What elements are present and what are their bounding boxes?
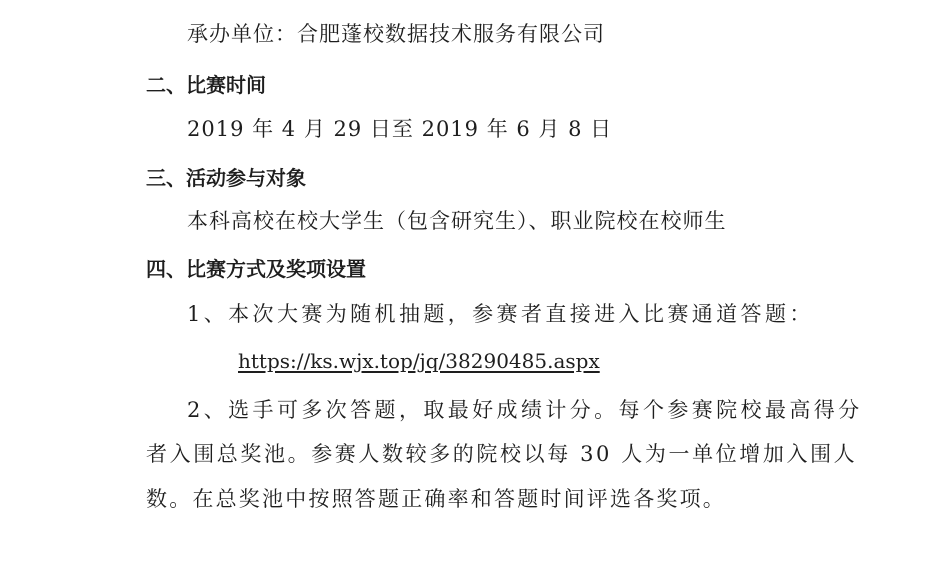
participants-text: 本科高校在校大学生（包含研究生）、职业院校在校师生	[187, 209, 727, 233]
rule-item-2-line-1: 2、选手可多次答题，取最好成绩计分。每个参赛院校最高得分	[187, 398, 863, 422]
section-4-heading: 四、比赛方式及奖项设置	[146, 257, 366, 281]
rule-item-1: 1、本次大赛为随机抽题，参赛者直接进入比赛通道答题：	[187, 302, 814, 326]
section-3-heading: 三、活动参与对象	[146, 166, 306, 190]
rule-item-2-line-3: 数。在总奖池中按照答题正确率和答题时间评选各奖项。	[146, 487, 726, 511]
competition-dates: 2019 年 4 月 29 日至 2019 年 6 月 8 日	[187, 117, 613, 141]
section-2-heading: 二、比赛时间	[146, 73, 266, 97]
organizer-line: 承办单位：合肥蓬校数据技术服务有限公司	[187, 22, 605, 46]
rule-item-2-line-2: 者入围总奖池。参赛人数较多的院校以每 30 人为一单位增加入围人	[146, 442, 858, 466]
competition-link[interactable]: https://ks.wjx.top/jq/38290485.aspx	[238, 349, 600, 373]
